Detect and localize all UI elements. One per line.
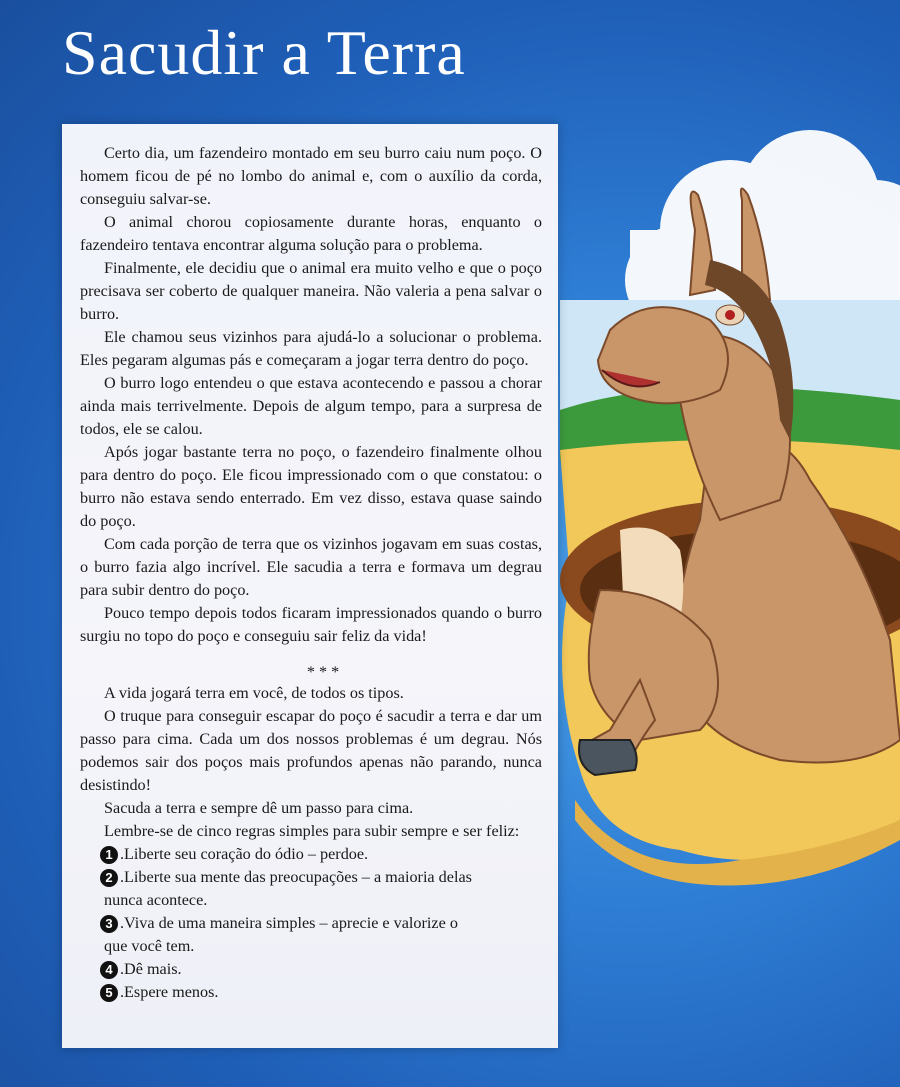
story-paragraph: O burro logo entendeu o que estava acontecendo e passou a chorar ainda mais terrivelmente. Depois de algum tempo, para a surpresa de todos, ele se calou.	[80, 374, 542, 438]
rule-item: 4 .Dê mais.	[100, 958, 542, 981]
story-paragraph: Finalmente, ele decidiu que o animal era muito velho e que o poço precisava ser coberto de qualquer maneira. Não valeria a pena salvar o burro.	[80, 259, 542, 323]
rules-list	[80, 843, 542, 1004]
moral-paragraph: Sacuda a terra e sempre dê um passo para cima.	[104, 799, 414, 817]
moral-paragraph: Lembre-se de cinco regras simples para subir sempre e ser feliz:	[104, 822, 520, 840]
rule-item: 3 .Viva de uma maneira simples – aprecie e valorize o que você tem.	[100, 912, 542, 958]
rule-number-badge: 3	[100, 915, 118, 933]
rule-number-badge: 5	[100, 984, 118, 1002]
rule-item: 1 .Liberte seu coração do ódio – perdoe.	[100, 843, 542, 866]
rule-text: Liberte seu coração do ódio – perdoe.	[124, 845, 369, 863]
rule-number-badge: 1	[100, 846, 118, 864]
rule-item: 5 .Espere menos.	[100, 981, 542, 1004]
story-text	[80, 142, 542, 1004]
rule-text: Liberte sua mente das preocupações – a maioria delas	[124, 868, 472, 886]
rule-number-badge: 4	[100, 961, 118, 979]
story-paragraph: Após jogar bastante terra no poço, o fazendeiro finalmente olhou para dentro do poço. Ele ficou impressionado com o que constatou: o burro não estava sendo enterrado. Em vez disso, estava quase saindo do poço.	[80, 443, 542, 530]
rule-item: 2 .Liberte sua mente das preocupações – a maioria delas nunca acontece.	[100, 866, 542, 912]
moral-paragraph: A vida jogará terra em você, de todos os tipos.	[104, 684, 404, 702]
hoof-shape	[579, 740, 637, 775]
story-paragraph: Pouco tempo depois todos ficaram impressionados quando o burro surgiu no topo do poço e conseguiu sair feliz da vida!	[80, 604, 542, 645]
rule-text-continued: que você tem.	[104, 937, 195, 955]
rule-text: Viva de uma maneira simples – aprecie e valorize o	[124, 914, 458, 932]
rule-number-badge: 2	[100, 869, 118, 887]
story-paragraph: Com cada porção de terra que os vizinhos jogavam em suas costas, o burro fazia algo incrível. Ele sacudia a terra e formava um degrau para subir dentro do poço.	[80, 535, 542, 599]
story-paragraph: Ele chamou seus vizinhos para ajudá-lo a solucionar o problema. Eles pegaram algumas pás e começaram a jogar terra dentro do poço.	[80, 328, 542, 369]
rule-text: Dê mais.	[124, 960, 182, 978]
page-title: Sacudir a Terra	[62, 17, 466, 88]
story-paragraph: Certo dia, um fazendeiro montado em seu burro caiu num poço. O homem ficou de pé no lombo do animal e, com o auxílio da corda, conseguiu salvar-se.	[80, 144, 542, 208]
moral-paragraph: O truque para conseguir escapar do poço é sacudir a terra e dar um passo para cima. Cada um dos nossos problemas é um degrau. Nós podemos sair dos poços mais profundos apenas não parando, nunca desistindo!	[80, 707, 542, 794]
rule-text: Espere menos.	[124, 983, 219, 1001]
rule-text-continued: nunca acontece.	[104, 891, 208, 909]
story-paragraph: O animal chorou copiosamente durante horas, enquanto o fazendeiro tentava encontrar alguma solução para o problema.	[80, 213, 542, 254]
section-separator: * * *	[306, 663, 340, 681]
